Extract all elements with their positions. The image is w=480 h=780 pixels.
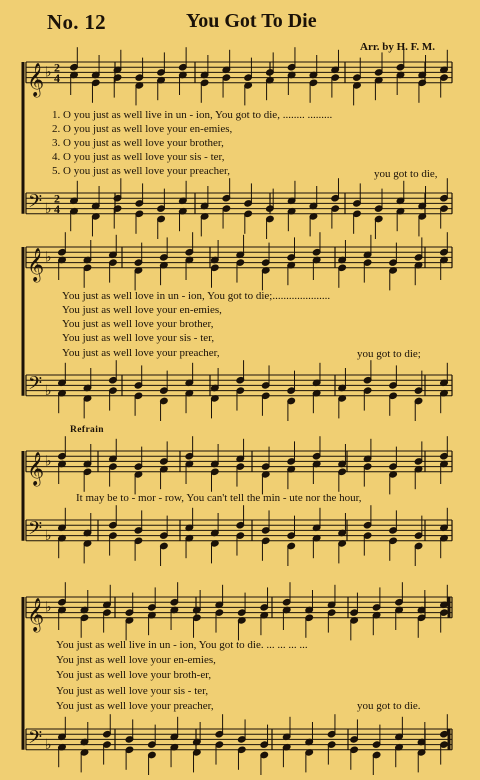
verse-line-2: You just as well love your en-emies,	[62, 304, 222, 316]
treble-clef: 𝄞	[27, 596, 45, 631]
bass-clef: 𝄢	[28, 727, 43, 753]
verse-line-1: You just as well live in un - ion, You got to die. ... ... ... ...	[56, 639, 308, 651]
flat-sign: ♭	[45, 736, 52, 753]
verse-line-5: You just as well love your preacher,	[56, 700, 214, 712]
bass-clef: 𝄢	[28, 518, 43, 544]
flat-sign: ♭	[45, 64, 52, 81]
verse-line-3: 3. O you just as well love your brother,	[52, 137, 224, 149]
treble-clef: 𝄞	[27, 61, 45, 96]
treble-clef: 𝄞	[27, 450, 45, 485]
verse-line-2: You jnst as well love your en-emies,	[56, 654, 216, 666]
verse-line-3: You just as well love your brother,	[62, 318, 214, 330]
flat-sign: ♭	[45, 382, 52, 399]
time-signature-top: 2	[54, 60, 60, 75]
arranger-credit: Arr. by H. F. M.	[360, 41, 435, 53]
refrain-label: Refrain	[70, 425, 104, 435]
verse-line-1: You just as well love in un - ion, You got to die;.....................	[62, 290, 331, 302]
verse-tail: you got to die.	[357, 700, 421, 712]
verse-line-4: You just as well love your sis - ter,	[62, 332, 215, 344]
verse-tail: you got to die;	[357, 348, 421, 360]
verse-line-5: 5. O you just as well love your preacher,	[52, 165, 230, 177]
bass-clef: 𝄢	[28, 191, 43, 217]
flat-sign: ♭	[45, 527, 52, 544]
time-signature-bottom: 4	[54, 201, 60, 216]
treble-clef: 𝄞	[27, 246, 45, 281]
refrain-lyric: It may be to - mor - row, You can't tell the min - ute nor the hour,	[76, 492, 362, 504]
verse-line-4: 4. O you just as well love your sis - ter,	[52, 151, 225, 163]
verse-line-3: You just as well love your broth-er,	[56, 669, 212, 681]
flat-sign: ♭	[45, 249, 52, 266]
hymn-title: You Got To Die	[186, 10, 317, 32]
hymn-number: No. 12	[47, 10, 106, 34]
verse-line-2: 2. O you just as well love your en-emies,	[52, 123, 233, 135]
flat-sign: ♭	[45, 453, 52, 470]
verse-line-1: 1. O you just as well live in un - ion, You got to die, ........ .........	[52, 109, 333, 121]
bass-clef: 𝄢	[28, 373, 43, 399]
flat-sign: ♭	[45, 599, 52, 616]
time-signature-top: 2	[54, 191, 60, 206]
verse-tail: you got to die,	[374, 168, 438, 180]
time-signature-bottom: 4	[54, 70, 60, 85]
verse-line-4: You just as well love your sis - ter,	[56, 685, 209, 697]
verse-line-5: You just as well love your preacher,	[62, 347, 220, 359]
flat-sign: ♭	[45, 200, 52, 217]
